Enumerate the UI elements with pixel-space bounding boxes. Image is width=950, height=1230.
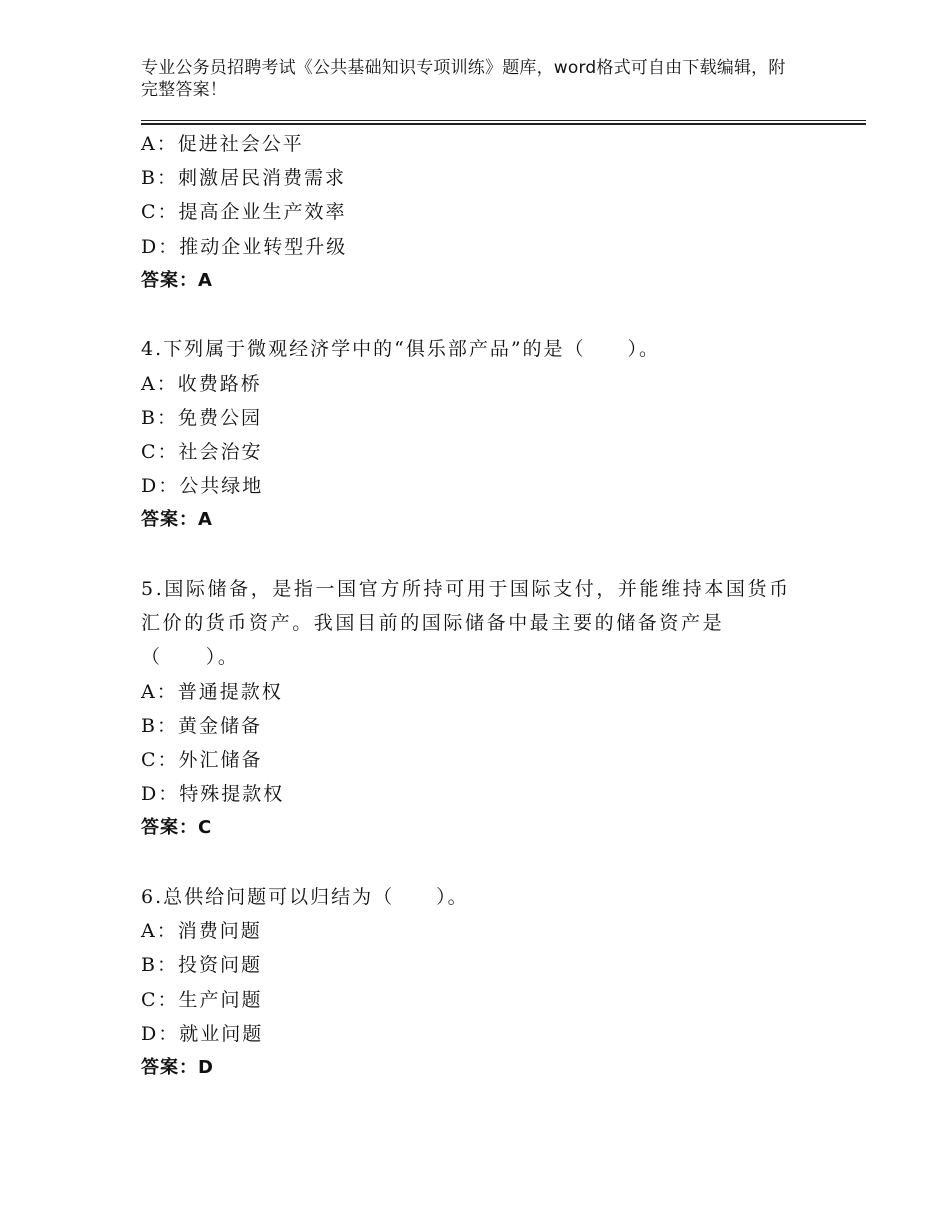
spacer	[141, 846, 801, 881]
answer: 答案：D	[141, 1057, 214, 1079]
option-b: B：刺激居民消费需求	[141, 167, 346, 190]
option-a: A：普通提款权	[141, 680, 283, 703]
option-c: C：提高企业生产效率	[141, 201, 347, 224]
question-text: 6.总供给问题可以归结为（ ）。	[141, 886, 469, 909]
option-d: D：公共绿地	[141, 475, 264, 498]
option-c: C：社会治安	[141, 441, 263, 463]
question-text: 5.国际储备，是指一国官方所持可用于国际支付，并能维持本国货币汇价的货币资产。我国目前的国际储备中最主要的储备资产是（ ）。	[141, 578, 791, 669]
question-text: 4.下列属于微观经济学中的“俱乐部产品”的是（ ）。	[141, 338, 661, 361]
answer: 答案：A	[141, 269, 213, 291]
header-divider	[141, 120, 866, 125]
document-header: 专业公务员招聘考试《公共基础知识专项训练》题库，word格式可自由下载编辑，附完整答案！	[141, 58, 786, 100]
option-a: A：收费路桥	[141, 372, 262, 395]
option-a: A：促进社会公平	[141, 133, 304, 155]
question-list	[141, 127, 801, 1085]
question-6-block	[141, 880, 801, 1085]
answer: 答案：A	[141, 509, 213, 531]
option-c: C：生产问题	[141, 988, 263, 1011]
option-d: D：特殊提款权	[141, 783, 285, 806]
question-3-block	[141, 127, 801, 298]
spacer	[141, 298, 801, 333]
option-d: D：推动企业转型升级	[141, 235, 348, 258]
answer: 答案：C	[141, 817, 213, 839]
option-b: B：免费公园	[141, 406, 262, 429]
question-4-block	[141, 332, 801, 537]
option-a: A：消费问题	[141, 920, 262, 943]
option-b: B：投资问题	[141, 954, 262, 977]
question-5-block	[141, 572, 801, 846]
spacer	[141, 538, 801, 573]
option-d: D：就业问题	[141, 1022, 264, 1045]
option-c: C：外汇储备	[141, 749, 263, 772]
option-b: B：黄金储备	[141, 714, 262, 737]
